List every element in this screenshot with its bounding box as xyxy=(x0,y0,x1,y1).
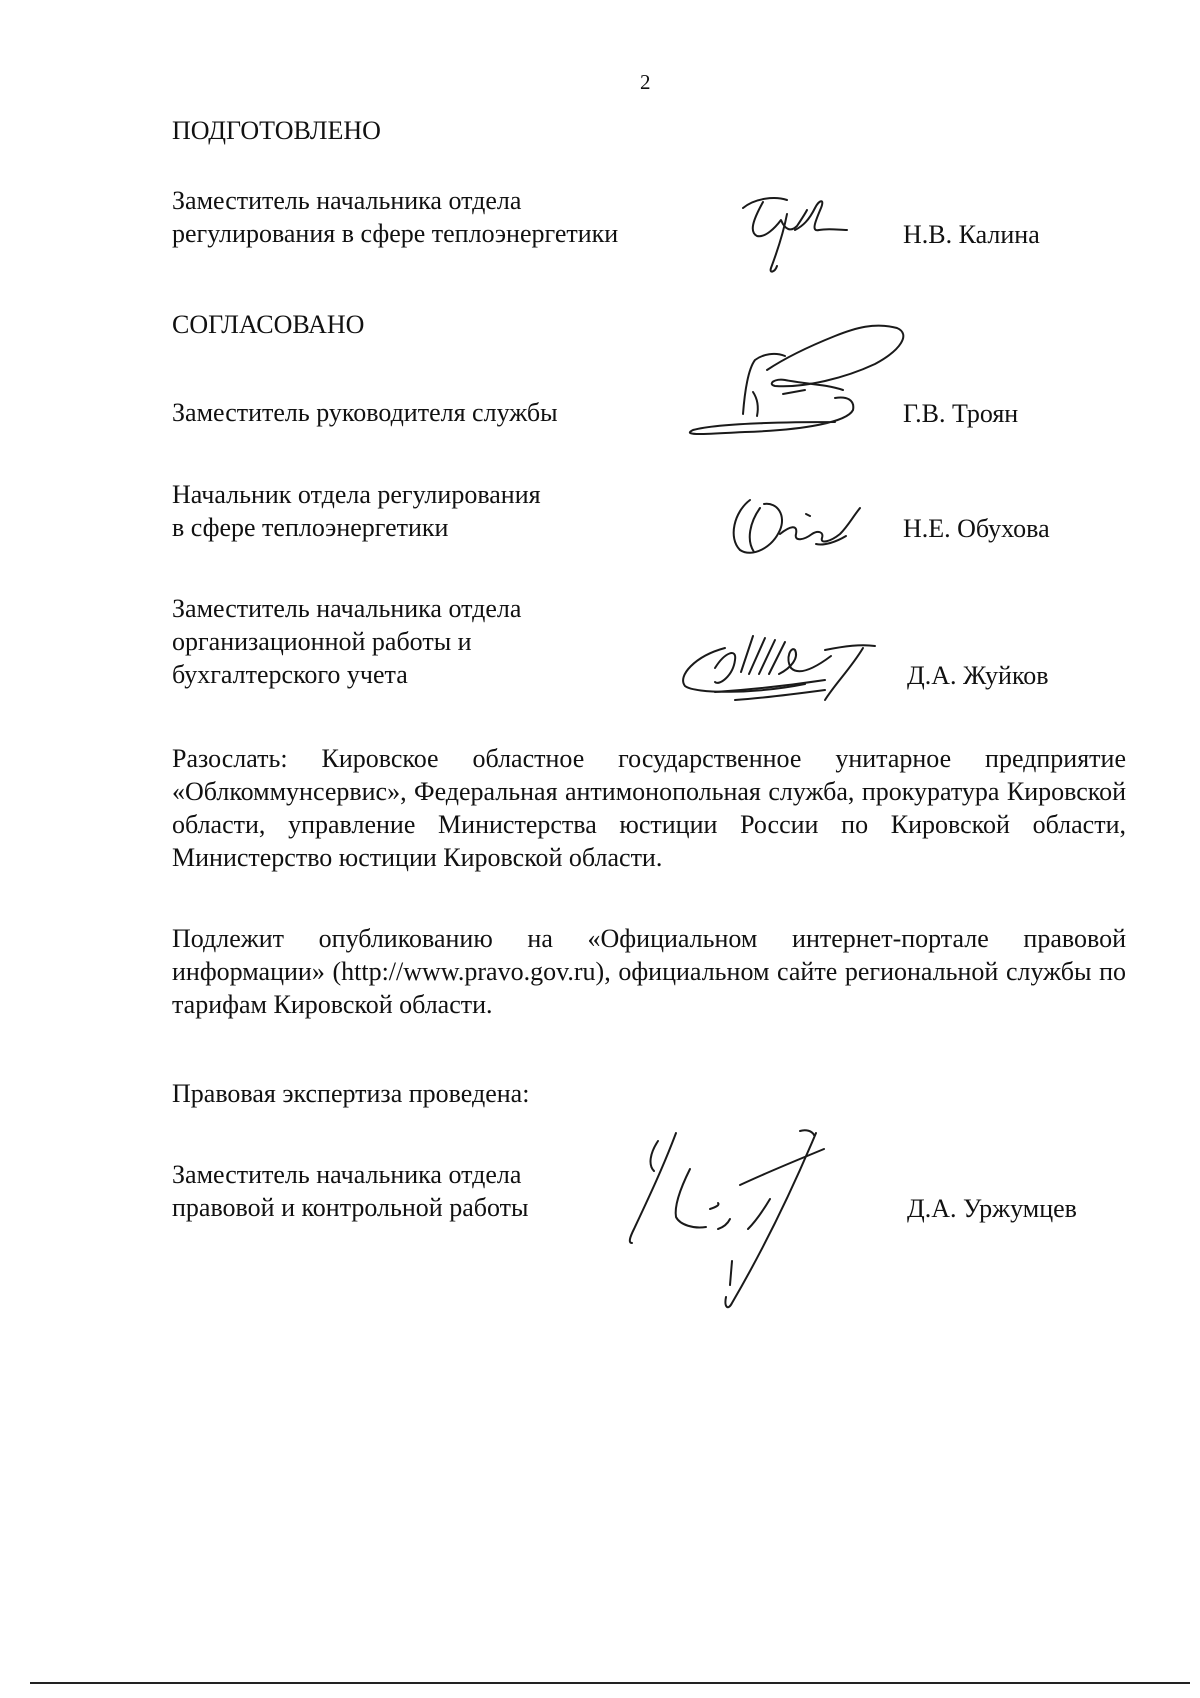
prepared-position-line-1: Заместитель начальника отдела xyxy=(172,186,522,215)
legal-review-heading: Правовая экспертиза проведена: xyxy=(172,1079,530,1108)
agreed-obukhova-position-line-1: Начальник отдела регулирования xyxy=(172,480,541,509)
signature-zhuikov xyxy=(675,628,905,718)
legal-review-position-line-2: правовой и контрольной работы xyxy=(172,1193,529,1222)
agreed-obukhova-position-line-2: в сфере теплоэнергетики xyxy=(172,513,449,542)
footer-rule xyxy=(30,1682,1190,1684)
signature-obukhova xyxy=(720,478,880,568)
publication-note: Подлежит опубликованию на «Официальном интернет-портале правовой информации» (http://www.pravo.gov.ru), официальном сайте региональной службы по тарифам Кировской области. xyxy=(172,924,1126,1019)
distribution-list: Разослать: Кировское областное государственное унитарное предприятие «Облкоммунсервис», Федеральная антимонопольная служба, прокуратура Кировской области, управление Министерства юстиции России по Кировской области, Министерство юстиции Кировской области. xyxy=(172,744,1126,872)
agreed-troyan-position: Заместитель руководителя службы xyxy=(172,398,558,427)
legal-review-position-line-1: Заместитель начальника отдела xyxy=(172,1160,522,1189)
prepared-name: Н.В. Калина xyxy=(903,220,1040,249)
agreed-troyan-name: Г.В. Троян xyxy=(903,399,1019,428)
legal-review-name: Д.А. Уржумцев xyxy=(907,1194,1077,1223)
agreed-heading: СОГЛАСОВАНО xyxy=(172,310,365,339)
signature-urzhumtsev xyxy=(620,1125,860,1315)
signature-kalina xyxy=(735,190,855,280)
page-number: 2 xyxy=(640,70,651,94)
agreed-zhuikov-name: Д.А. Жуйков xyxy=(907,661,1049,690)
prepared-heading: ПОДГОТОВЛЕНО xyxy=(172,116,381,145)
agreed-zhuikov-position-line-2: организационной работы и xyxy=(172,627,472,656)
prepared-position-line-2: регулирования в сфере теплоэнергетики xyxy=(172,219,619,248)
agreed-obukhova-name: Н.Е. Обухова xyxy=(903,514,1050,543)
signature-troyan xyxy=(675,318,915,463)
agreed-zhuikov-position-line-1: Заместитель начальника отдела xyxy=(172,594,522,623)
agreed-zhuikov-position-line-3: бухгалтерского учета xyxy=(172,660,408,689)
